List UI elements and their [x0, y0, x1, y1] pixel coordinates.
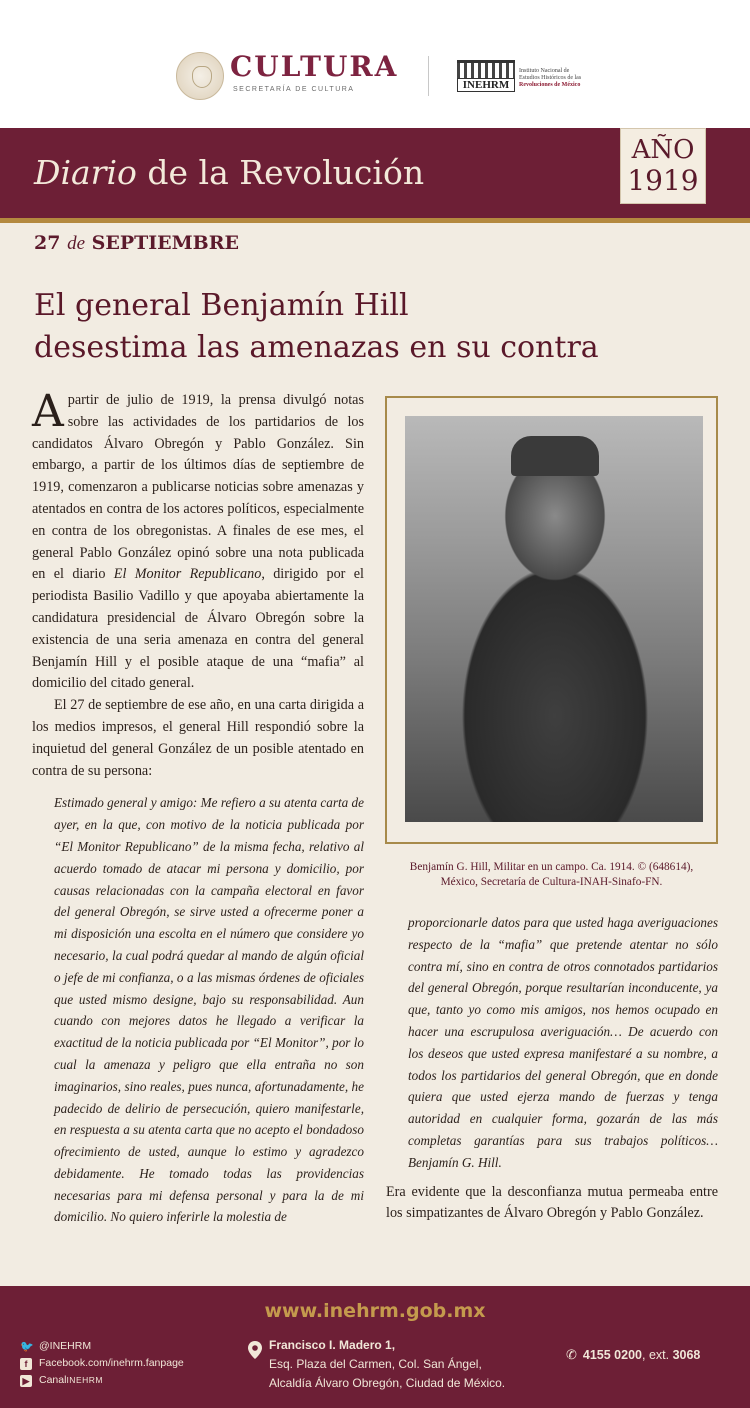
year-label: AÑO	[631, 135, 695, 165]
youtube-channel: INEHRM	[66, 1375, 103, 1385]
header-divider	[428, 56, 429, 96]
phone-ext-label: , ext.	[642, 1348, 673, 1362]
headline-line-1: El general Benjamín Hill	[34, 288, 409, 323]
location-pin-icon	[248, 1341, 262, 1359]
youtube-prefix: Canal	[39, 1374, 67, 1386]
address-block	[269, 1336, 505, 1393]
letter-quote-part-2: proporcionarle datos para que usted haga averiguaciones respecto de la “mafia” que pretende atentar no sólo contra mí, sino en contra de otros connotados partidarios del general Obregón, porque resultarían inconducente, ya que, tanto yo como mis amigos, nos hemos ocupado en hacer una escrupulosa averiguación… De acuerdo con los deseos que usted expresa manifestaré a su nombre, a todos los partidarios del general Obregón, que en donde quiera que usted ejerza mando de fuerzas y tenga autoridad en cualquier forma, gozarán de las más completas garantías para sus trabajos políticos… Benjamín G. Hill.	[408, 915, 718, 1170]
twitter-icon: 🐦	[20, 1340, 34, 1353]
year-value: 1919	[627, 164, 699, 197]
twitter-handle: @INEHRM	[39, 1340, 92, 1352]
social-links	[20, 1338, 184, 1389]
inehrm-acronym: INEHRM	[457, 78, 515, 92]
inehrm-line-1: Instituto Nacional de	[519, 68, 570, 74]
article-right-column	[386, 912, 718, 1225]
facebook-url: Facebook.com/inehrm.fanpage	[39, 1357, 184, 1369]
publication-title	[34, 153, 424, 192]
facebook-icon: f	[20, 1358, 32, 1370]
photo-caption-line-2: México, Secretaría de Cultura-INAH-Sinafo-FN.	[440, 876, 663, 888]
military-cap-shape	[511, 436, 599, 476]
headline-line-2: desestima las amenazas en su contra	[34, 330, 599, 365]
photo-caption-line-1: Benjamín G. Hill, Militar en un campo. Ca. 1914. © (648614),	[409, 861, 694, 873]
cultura-logo-title: CULTURA	[230, 50, 399, 83]
phone-extension: 3068	[672, 1348, 701, 1362]
entry-date	[34, 232, 239, 255]
address-street: Francisco I. Madero 1,	[269, 1338, 396, 1352]
inehrm-description	[519, 68, 609, 89]
date-day: 27	[34, 232, 61, 254]
article-paragraph-1	[32, 386, 364, 695]
benjamin-hill-photo	[405, 416, 703, 822]
article-left-column	[32, 386, 364, 1228]
publication-title-rest: de la Revolución	[136, 153, 425, 192]
paragraph-1-start: partir de julio de 1919, la prensa divulgó notas sobre las actividades de los partidarios de los candidatos Álvaro Obregón y Pablo González. Sin embargo, a partir de los últimos días de septiembre de 1919, comenzaron a publicarse noticias sobre amenazas y atentados en contra de los actores políticos, especialmente en contra de los obregonistas. A finales de ese mes, el general Pablo González opinó sobre una nota publicada en el diario	[32, 392, 364, 583]
facebook-link[interactable]	[20, 1355, 184, 1372]
phone-number: 4155 0200	[582, 1348, 642, 1362]
paragraph-1-end: , dirigido por el periodista Basilio Vadillo y que apoyaba abiertamente la candidatura presidencial de Álvaro Obregón sobre la existencia de una seria amenaza en contra del general Benjamín Hill y el posible ataque de una “mafia” al domicilio del citado general.	[32, 566, 364, 692]
letter-quote-part-1: Estimado general y amigo: Me refiero a su atenta carta de ayer, en la que, con motivo de la noticia publicada por “El Monitor Republicano” de la misma fecha, relativo al acuerdo tomado de atacar mi persona y domicilio, por causas relacionadas con la campaña electoral en favor del general Obregón, se sirve usted a ofrecerme poner a mi disposición una escolta en el número que considere yo necesario, la cual podrá quedar al mando de algún oficial o jefe de mi confianza, o a las mismas órdenes de oficiales que usted mismo designe, bajo su responsabilidad. Aun cuando con mejores datos he llegado a verificar la exactitud de la noticia publicada por “El Monitor”, por lo cual la amenaza y peligro que ella entraña no son imaginarios, sino reales, pues nunca, afortunadamente, he padecido de delirio de persecución, quiero manifestarle, en respuesta a su atenta carta que no acepto el bondadoso ofrecimiento de usted, aunque lo estimo y agradezco debidamente. He tomado todas las providencias necesarias para mi defensa personal y para la de mi domicilio. No quiero inferirle la molestia de	[54, 795, 364, 1225]
website-link[interactable]: www.inehrm.gob.mx	[264, 1300, 486, 1322]
drop-cap: A	[32, 386, 64, 437]
inehrm-line-2: Estudios Históricos de las	[519, 75, 582, 81]
newspaper-name: El Monitor Republicano	[113, 566, 262, 583]
youtube-icon: ▶	[20, 1375, 32, 1387]
cultura-logo-subtitle: SECRETARÍA DE CULTURA	[233, 86, 355, 93]
date-month: SEPTIEMBRE	[91, 232, 240, 254]
date-connector: de	[67, 233, 86, 254]
address-line-2: Esq. Plaza del Carmen, Col. San Ángel,	[269, 1357, 482, 1371]
year-box	[620, 128, 706, 204]
headline	[34, 285, 734, 369]
photo-frame	[385, 396, 718, 844]
banner-gold-rule	[0, 218, 750, 223]
phone-icon: ✆	[566, 1347, 577, 1362]
twitter-link[interactable]	[20, 1338, 184, 1355]
top-header	[0, 0, 750, 128]
inehrm-logo	[457, 60, 515, 92]
closing-paragraph: Era evidente que la desconfianza mutua permeaba entre los simpatizantes de Álvaro Obregón y Pablo González.	[386, 1183, 718, 1222]
article-paragraph-2: El 27 de septiembre de ese año, en una carta dirigida a los medios impresos, el general Hill respondió sobre la inquietud del general González de un posible atentado en contra de su persona:	[32, 697, 364, 779]
photo-caption	[385, 860, 718, 890]
publication-title-italic: Diario	[34, 153, 137, 192]
inehrm-line-3: Revoluciones de México	[519, 82, 581, 88]
phone-contact[interactable]	[566, 1347, 700, 1363]
address-line-3: Alcaldía Álvaro Obregón, Ciudad de México.	[269, 1376, 506, 1390]
youtube-link[interactable]	[20, 1372, 184, 1389]
building-icon	[457, 60, 515, 78]
seal-icon	[176, 52, 224, 100]
